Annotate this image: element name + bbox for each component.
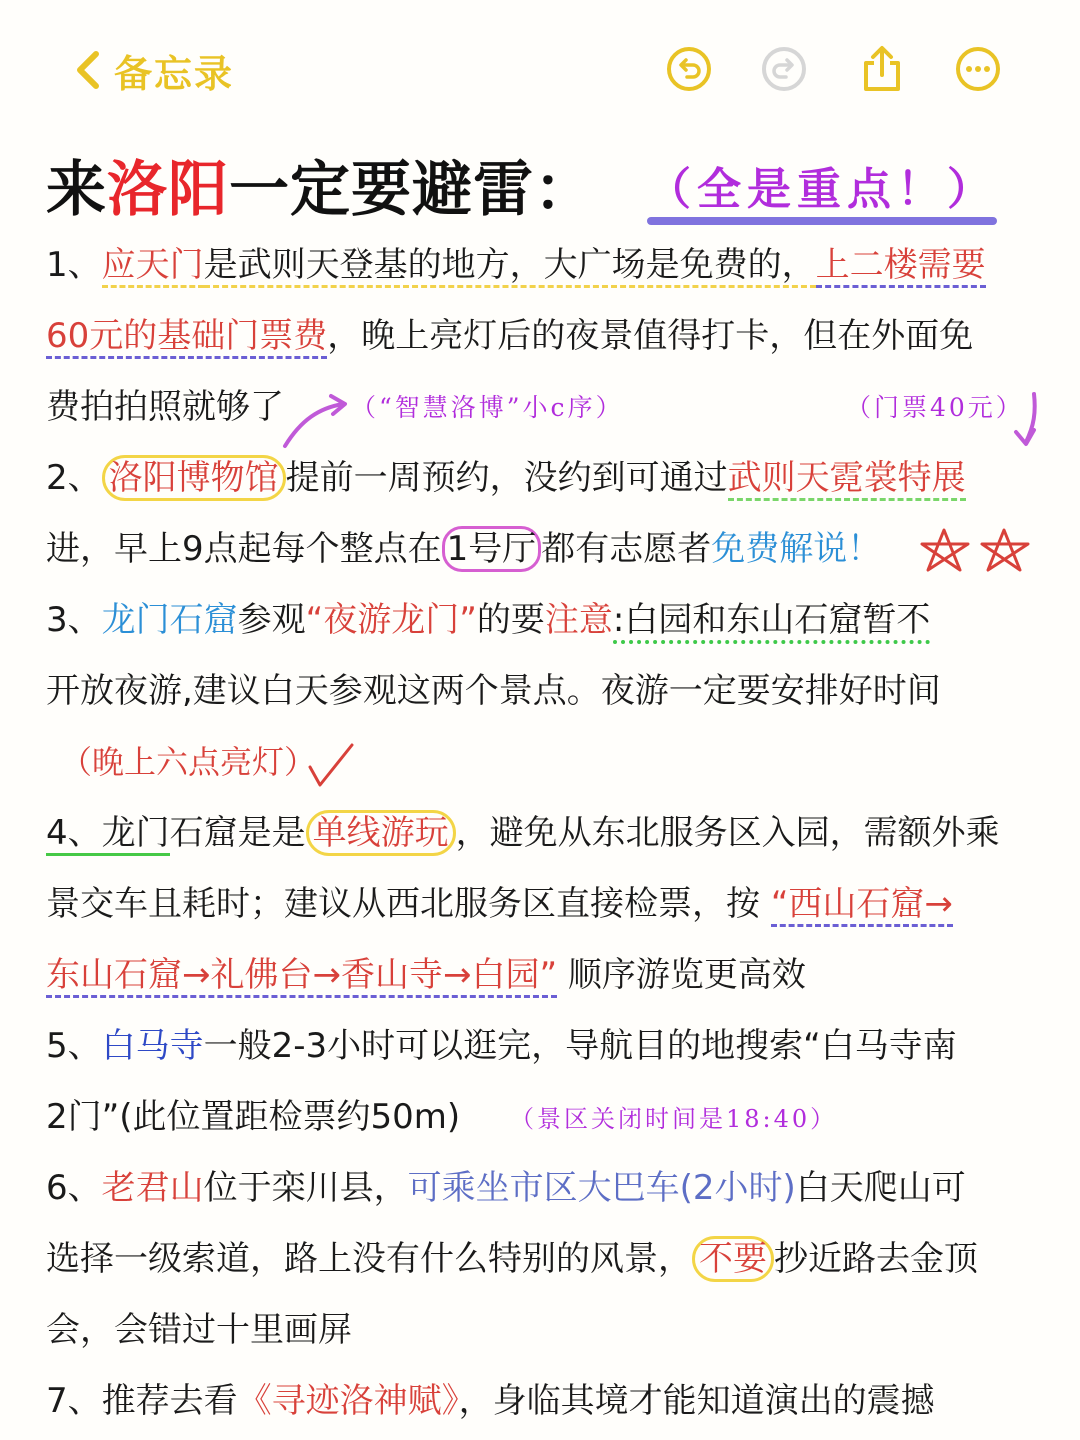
item-3-night-tour-highlight: “夜游龙门”: [305, 600, 477, 640]
item-4-text-a: 龙门: [102, 813, 170, 856]
item-2-free-guide-highlight: 免费解说！: [711, 529, 882, 569]
annotation-ticket-price: （门票40元）: [846, 393, 1024, 422]
item-5-line-2: [46, 1082, 1056, 1153]
item-6-line-2: [46, 1224, 1056, 1295]
item-2-text-2: 进，早上9点起每个整点在: [46, 529, 442, 569]
share-button[interactable]: [858, 45, 906, 93]
undo-button[interactable]: [665, 45, 713, 93]
item-6-text: 位于栾川县，: [203, 1168, 408, 1208]
item-1-price-highlight: 上二楼需要: [816, 245, 986, 288]
note-title[interactable]: [46, 142, 595, 228]
share-icon: [858, 45, 906, 93]
undo-icon: [665, 45, 713, 93]
redo-icon: [760, 45, 808, 93]
item-7-text: 推荐去看: [101, 1381, 238, 1421]
title-suffix: 一定要避雷：: [229, 155, 595, 225]
item-4-highlight: 单线游玩: [306, 810, 456, 856]
redo-button[interactable]: [760, 45, 808, 93]
item-3-text-4: 开放夜游,建议白天参观这两个景点。夜游一定要安排好时间: [46, 671, 941, 711]
item-3-highlight: 龙门石窟: [101, 600, 238, 640]
item-number: 1、: [46, 245, 102, 285]
back-label: 备忘录: [114, 51, 235, 96]
item-2-line-1: [46, 443, 1056, 514]
item-3-line-2: [46, 656, 1056, 727]
item-5-highlight: 白马寺: [101, 1026, 204, 1066]
item-7-highlight: 《寻迹洛神赋》: [237, 1381, 459, 1421]
item-1-text-3: 费拍拍照就够了: [46, 387, 284, 427]
check-mark-icon: [308, 741, 356, 791]
item-2-highlight: 洛阳博物馆: [102, 455, 286, 501]
item-number: 3、: [46, 600, 102, 640]
more-button[interactable]: [954, 45, 1002, 93]
item-6-bus-highlight: 可乘坐市区大巴车(2小时): [407, 1168, 796, 1208]
item-5-text: 一般2-3小时可以逛完，导航目的地搜索“白马寺南: [203, 1026, 957, 1066]
item-1-text-2: ，晚上亮灯后的夜景值得打卡，但在外面免: [327, 316, 974, 356]
item-6-text-5: 会，会错过十里画屏: [46, 1310, 352, 1350]
note-body[interactable]: [46, 230, 1056, 1437]
item-4-text-3: 景交车且耗时；建议从西北服务区直接检票，按: [46, 884, 771, 924]
item-4-route-highlight-cont: 东山石窟→礼佛台→香山寺→白园”: [46, 955, 557, 998]
item-1-line-2: [46, 301, 1056, 372]
item-4-text-2: ，避免从东北服务区入园，需额外乘: [455, 813, 1000, 853]
item-7-text-2: ，身临其境才能知道演出的震撼: [458, 1381, 935, 1421]
item-7-line-1: [46, 1366, 1056, 1437]
item-number: 6、: [46, 1168, 102, 1208]
item-3-text-2: 的要: [476, 600, 545, 640]
item-number: 5、: [46, 1026, 102, 1066]
title-prefix: 来: [46, 155, 107, 225]
item-1-text: 是武则天登基的地方，大广场是免费的，: [204, 245, 816, 288]
item-6-line-1: [46, 1153, 1056, 1224]
item-3-line-1: [46, 585, 1056, 656]
item-4-line-1: [46, 798, 1056, 869]
title-highlight: 洛阳: [107, 155, 229, 225]
item-2-text-3: 都有志愿者: [541, 529, 712, 569]
item-5-line-1: [46, 1011, 1056, 1082]
item-3-notice-highlight: 注意: [544, 600, 613, 640]
item-number: 2、: [46, 458, 102, 498]
item-4-route-highlight: “西山石窟→: [771, 884, 953, 927]
item-2-exhibition-highlight: 武则天霓裳特展: [728, 458, 966, 501]
item-2-line-2: [46, 514, 1056, 585]
item-4-text-4: 顺序游览更高效: [557, 955, 806, 995]
item-6-highlight: 老君山: [101, 1168, 204, 1208]
annotation-light-time: （晚上六点亮灯）: [60, 743, 317, 781]
item-3-text-3: :白园和东山石窟暂不: [613, 600, 930, 644]
item-1-highlight: 应天门: [102, 245, 204, 288]
item-6-line-3: [46, 1295, 1056, 1366]
back-button[interactable]: [74, 40, 234, 100]
item-2-hall-highlight: 1号厅: [442, 526, 542, 572]
item-4-text-b: 石窟是是: [169, 813, 306, 853]
item-number: 7、: [46, 1381, 102, 1421]
arrow-icon: [281, 390, 351, 450]
item-2-text: 提前一周预约，没约到可通过: [285, 458, 728, 498]
item-4-line-2: [46, 869, 1056, 940]
item-4-line-3: [46, 940, 1056, 1011]
chevron-left-icon: [74, 50, 100, 90]
item-6-text-4: 抄近路去金顶: [774, 1239, 978, 1279]
note-title-row: [46, 140, 997, 230]
more-icon: [954, 45, 1002, 93]
item-6-warning-highlight: 不要: [692, 1236, 774, 1282]
annotation-closing-time: （景区关闭时间是18:40）: [510, 1105, 838, 1133]
item-6-text-3: 选择一级索道，路上没有什么特别的风景，: [46, 1239, 692, 1279]
star-doodle-icon: [916, 526, 1056, 576]
item-5-text-2: 2门”(此位置距检票约50m): [46, 1097, 461, 1137]
nav-bar: [0, 0, 1080, 130]
item-1-price-highlight-cont: 60元的基础门票费: [46, 316, 327, 359]
item-3-annotation-line: [46, 727, 1056, 798]
item-6-text-2: 白天爬山可: [795, 1168, 966, 1208]
item-number: 4、: [46, 813, 102, 856]
item-3-text: 参观: [237, 600, 306, 640]
item-1-line-3: [46, 372, 1056, 443]
annotation-mini-program: （“智慧洛博”小c序）: [351, 393, 624, 422]
item-1-line-1: [46, 230, 1056, 301]
title-annotation: （全是重点！）: [647, 153, 997, 217]
